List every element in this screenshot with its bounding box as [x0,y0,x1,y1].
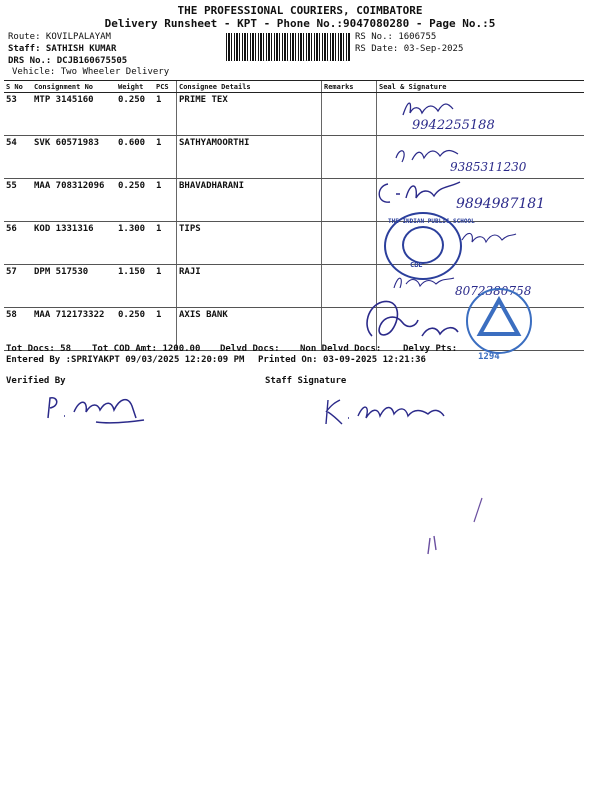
handwritten-phone-57: 8072380758 [455,284,532,298]
cell-remarks [322,93,377,136]
signature-row-55 [374,178,464,208]
total-cod-amount: Tot COD Amt: 1200.00 [92,344,201,354]
cell-weight: 0.250 [116,308,154,351]
cell-pcs: 1 [154,179,177,222]
cell-consignee: PRIME TEX [177,93,322,136]
signature-row-56 [458,226,518,250]
cell-consignment: SVK 60571983 [32,136,116,179]
cell-remarks [322,179,377,222]
cell-sno: 54 [4,136,32,179]
cell-weight: 0.250 [116,93,154,136]
verified-by-label: Verified By [6,376,66,386]
cell-weight: 0.250 [116,179,154,222]
cell-sno: 57 [4,265,32,308]
cell-consignee: RAJI [177,265,322,308]
bank-logo-icon [468,290,530,352]
handwritten-phone-54: 9385311230 [450,160,527,174]
barcode [226,33,350,61]
route: Route: KOVILPALAYAM [8,32,111,42]
school-stamp-text: THE INDIAN PUBLIC SCHOOL [388,218,475,225]
delivery-points: Delvy Pts: [403,344,458,354]
rs-date: RS Date: 03-Sep-2025 [355,44,464,54]
company-title: THE PROFESSIONAL COURIERS, COIMBATORE [177,4,423,17]
cell-pcs: 1 [154,93,177,136]
cell-consignment: MAA 708312096 [32,179,116,222]
drs-number: DRS No.: DCJB160675505 [8,56,128,66]
cell-remarks [322,136,377,179]
cell-sno: 55 [4,179,32,222]
cell-consignment: MTP 3145160 [32,93,116,136]
stray-pen-mark [424,534,444,558]
verifier-signature [40,392,150,428]
cell-sno: 58 [4,308,32,351]
cell-consignee: SATHYAMOORTHI [177,136,322,179]
cell-pcs: 1 [154,265,177,308]
delivered-docs: Delvd Docs: [220,344,280,354]
cell-weight: 1.300 [116,222,154,265]
cell-consignee: AXIS BANK [177,308,322,351]
table-header-row [4,81,584,93]
cell-consignee: TIPS [177,222,322,265]
printed-on: Printed On: 03-09-2025 12:21:36 [258,355,426,365]
table-row [4,93,584,136]
cell-pcs: 1 [154,222,177,265]
bank-stamp [466,288,532,354]
cell-pcs: 1 [154,308,177,351]
school-stamp-city: CBE [410,261,423,269]
non-delivered-docs: Non Delvd Docs: [300,344,382,354]
cell-remarks [322,222,377,265]
col-consignee: Consignee Details [177,81,322,93]
staff-signature-label: Staff Signature [265,376,347,386]
bank-stamp-code: 1294 [478,352,500,362]
handwritten-phone-53: 9942255188 [412,118,495,133]
cell-sno: 53 [4,93,32,136]
col-seal: Seal & Signature [377,81,585,93]
col-consignment: Consignment No [32,81,116,93]
cell-weight: 1.150 [116,265,154,308]
total-docs: Tot Docs: 58 [6,344,72,354]
cell-sno: 56 [4,222,32,265]
cell-weight: 0.600 [116,136,154,179]
staff-signature [318,394,448,430]
school-stamp-inner [402,226,444,264]
cell-consignee: BHAVADHARANI [177,179,322,222]
signature-row-57 [388,270,458,294]
col-pcs: PCS [154,81,177,93]
cell-consignment: DPM 517530 [32,265,116,308]
col-sno: S No [4,81,32,93]
runsheet-subtitle: Delivery Runsheet - KPT - Phone No.:9047080280 - Page No.:5 [104,17,496,30]
vehicle: Vehicle: Two Wheeler Delivery [12,67,170,77]
col-weight: Weight [116,81,154,93]
signature-row-58 [362,296,462,346]
handwritten-phone-55: 9894987181 [456,196,546,212]
rs-number: RS No.: 1606755 [355,32,437,42]
cell-consignment: KOD 1331316 [32,222,116,265]
entered-by: Entered By :SPRIYAKPT 09/03/2025 12:20:09 PM [6,355,245,365]
cell-consignment: MAA 712173322 [32,308,116,351]
col-remarks: Remarks [322,81,377,93]
cell-pcs: 1 [154,136,177,179]
stray-pen-mark [468,496,488,526]
staff: Staff: SATHISH KUMAR [8,44,117,54]
